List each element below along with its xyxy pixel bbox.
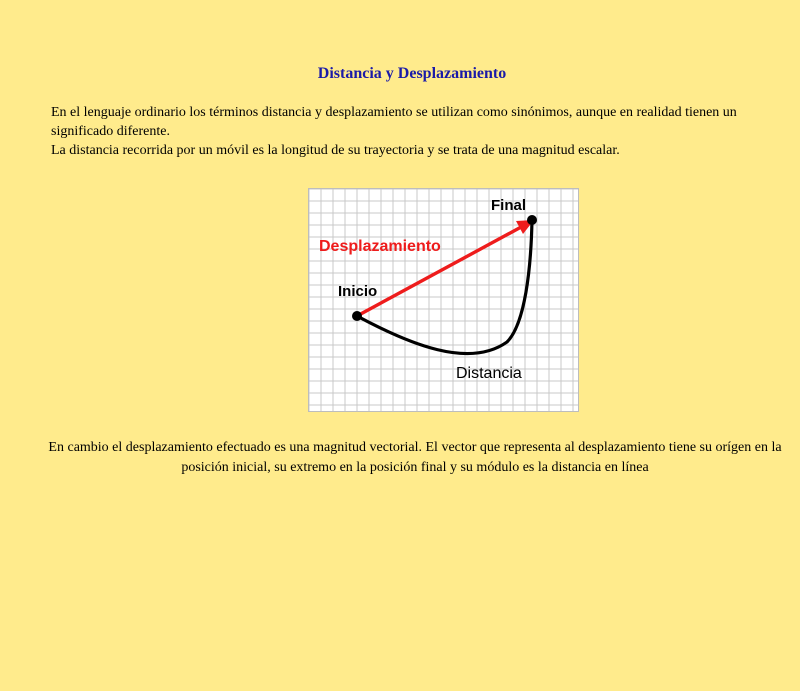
distance-displacement-figure <box>308 188 579 412</box>
paragraph-distance: La distancia recorrida por un móvil es la longitud de su trayectoria y se trata de una magnitud escalar. <box>51 143 620 158</box>
paragraph-definition: En el lenguaje ordinario los términos distancia y desplazamiento se utilizan como sinónimos, aunque en realidad tienen un significado diferente. <box>51 105 737 139</box>
figure-canvas <box>309 189 578 411</box>
start-point <box>352 311 362 321</box>
paragraph-displacement: En cambio el desplazamiento efectuado es una magnitud vectorial. El vector que representa al desplazamiento tiene su orígen en la posición inicial, su extremo en la posición final y su módulo es la distancia en línea <box>48 440 782 475</box>
end-point <box>527 215 537 225</box>
label-distancia: Distancia <box>456 365 522 382</box>
label-final: Final <box>491 197 527 214</box>
figure-grid <box>309 189 578 411</box>
page-title: Distancia y Desplazamiento <box>317 65 507 82</box>
label-inicio: Inicio <box>338 283 378 300</box>
label-desplazamiento: Desplazamiento <box>319 238 441 255</box>
intro-text <box>51 103 741 160</box>
